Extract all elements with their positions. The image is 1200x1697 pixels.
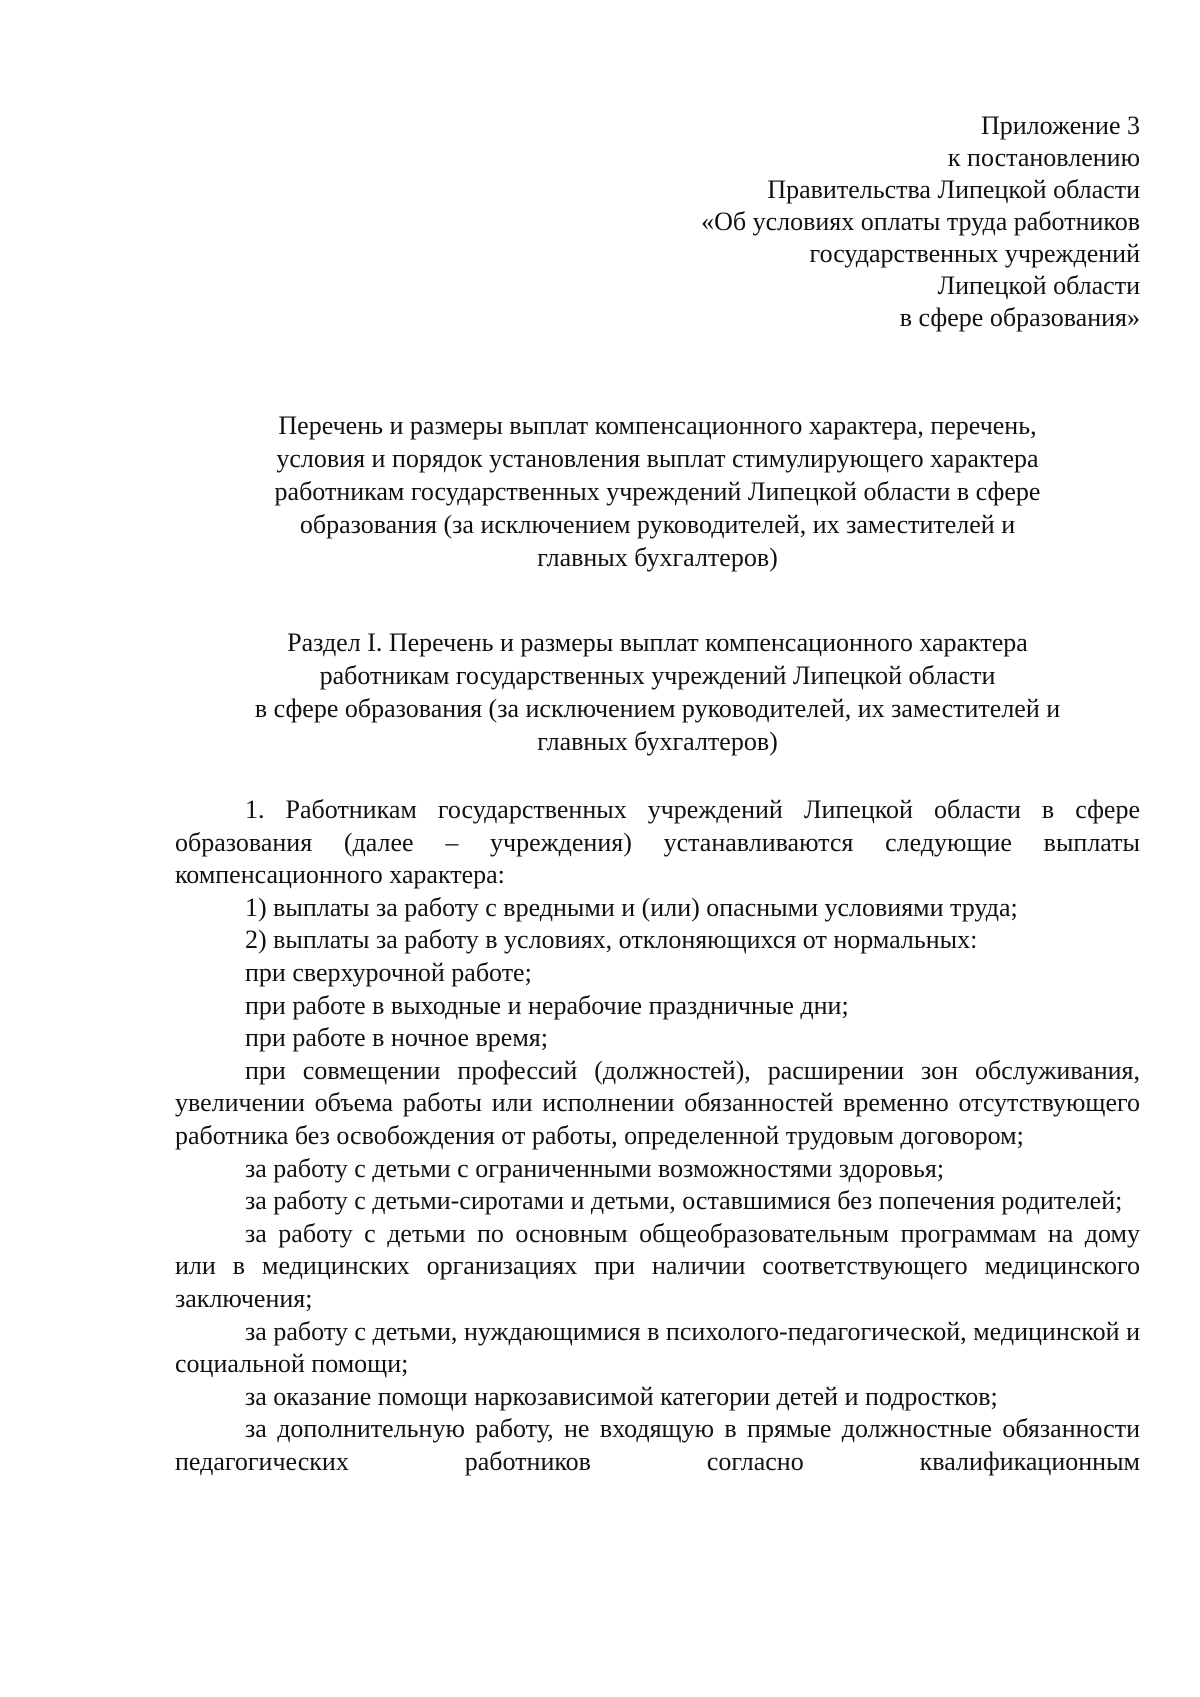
title-line: условия и порядок установления выплат стимулирующего характера bbox=[276, 444, 1039, 473]
annex-header bbox=[500, 110, 1140, 334]
paragraph: за работу с детьми, нуждающимися в психолого-педагогической, медицинской и социальной помощи; bbox=[175, 1316, 1140, 1379]
paragraph: за работу с детьми с ограниченными возможностями здоровья; bbox=[245, 1153, 945, 1183]
title-line: образования (за исключением руководителей, их заместителей и bbox=[299, 510, 1016, 539]
annex-line: к постановлению bbox=[947, 143, 1140, 172]
paragraph: за работу с детьми-сиротами и детьми, оставшимися без попечения родителей; bbox=[245, 1186, 1123, 1216]
paragraph: за работу с детьми по основным общеобразовательным программам на дому или в медицинских организациях при наличии соответствующего медицинского заключения; bbox=[175, 1218, 1140, 1313]
annex-line: государственных учреждений bbox=[809, 239, 1140, 268]
section-title-line: работникам государственных учреждений Липецкой области bbox=[319, 661, 996, 690]
annex-line: Правительства Липецкой области bbox=[767, 175, 1140, 204]
annex-line: «Об условиях оплаты труда работников bbox=[701, 207, 1140, 236]
paragraph: при совмещении профессий (должностей), расширении зон обслуживания, увеличении объема работы или исполнении обязанностей временно отсутствующего работника без освобождения от работы, определенной трудовым договором; bbox=[175, 1055, 1140, 1150]
section-title-line: в сфере образования (за исключением руководителей, их заместителей и bbox=[254, 694, 1061, 723]
annex-line: Приложение 3 bbox=[980, 111, 1140, 140]
annex-line: Липецкой области bbox=[937, 271, 1140, 300]
title-line: работникам государственных учреждений Липецкой области в сфере bbox=[274, 477, 1041, 506]
paragraph: при работе в выходные и нерабочие праздничные дни; bbox=[245, 990, 849, 1020]
annex-line: в сфере образования» bbox=[899, 303, 1140, 332]
paragraph: за оказание помощи наркозависимой категории детей и подростков; bbox=[245, 1381, 998, 1411]
paragraph: 1) выплаты за работу с вредными и (или) опасными условиями труда; bbox=[245, 892, 1018, 922]
section-title-line: Раздел I. Перечень и размеры выплат компенсационного характера bbox=[287, 628, 1028, 657]
title-line: Перечень и размеры выплат компенсационного характера, перечень, bbox=[278, 411, 1037, 440]
paragraph: 2) выплаты за работу в условиях, отклоняющихся от нормальных: bbox=[245, 925, 978, 955]
document-body bbox=[175, 794, 1140, 1478]
paragraph: при работе в ночное время; bbox=[245, 1023, 548, 1053]
document-title bbox=[175, 409, 1140, 574]
title-line: главных бухгалтеров) bbox=[537, 543, 778, 572]
paragraph: за дополнительную работу, не входящую в прямые должностные обязанности педагогических работников согласно квалификационным bbox=[175, 1414, 1140, 1476]
paragraph: 1. Работникам государственных учреждений Липецкой области в сфере образования (далее – учреждения) устанавливаются следующие выплаты компенсационного характера: bbox=[175, 795, 1140, 890]
section-title-line: главных бухгалтеров) bbox=[537, 727, 778, 756]
paragraph: при сверхурочной работе; bbox=[245, 957, 532, 987]
section-title bbox=[175, 626, 1140, 758]
